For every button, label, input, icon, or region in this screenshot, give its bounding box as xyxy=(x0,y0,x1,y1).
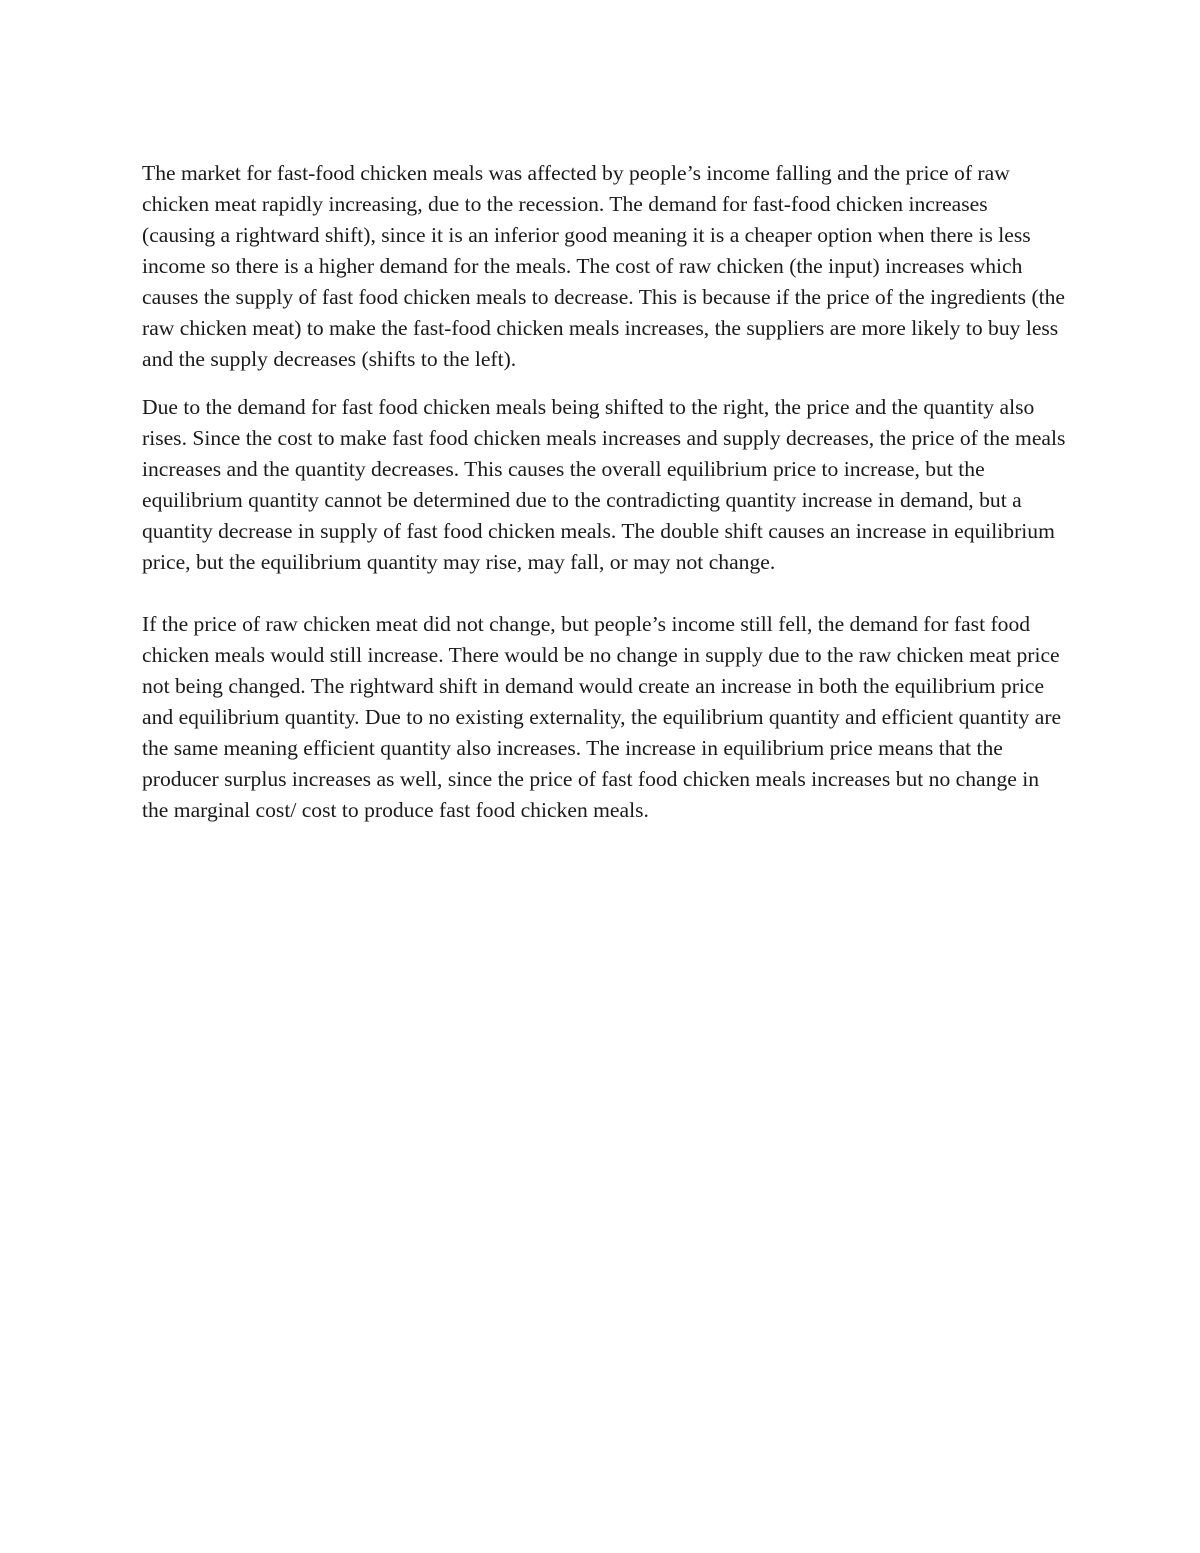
paragraph-3: If the price of raw chicken meat did not change, but people’s income still fell, the demand for fast food chicken meals would still increase. There would be no change in supply due to the raw chicken meat price not being changed. The rightward shift in demand would create an increase in both the equilibrium price and equilibrium quantity. Due to no existing externality, the equilibrium quantity and efficient quantity are the same meaning efficient quantity also increases. The increase in equilibrium price means that the producer surplus increases as well, since the price of fast food chicken meals increases but no change in the marginal cost/ cost to produce fast food chicken meals. xyxy=(142,612,1062,822)
paragraph-1: The market for fast-food chicken meals was affected by people’s income falling and the price of raw chicken meat rapidly increasing, due to the recession. The demand for fast-food chicken increases (causing a rightward shift), since it is an inferior good meaning it is a cheaper option when there is less income so there is a higher demand for the meals. The cost of raw chicken (the input) increases which causes the supply of fast food chicken meals to decrease. This is because if the price of the ingredients (the raw chicken meat) to make the fast-food chicken meals increases, the suppliers are more likely to buy less and the supply decreases (shifts to the left). xyxy=(142,161,1066,371)
paragraph-2: Due to the demand for fast food chicken meals being shifted to the right, the price and the quantity also rises. Since the cost to make fast food chicken meals increases and supply decreases, the price of the meals increases and the quantity decreases. This causes the overall equilibrium price to increase, but the equilibrium quantity cannot be determined due to the contradicting quantity increase in demand, but a quantity decrease in supply of fast food chicken meals. The double shift causes an increase in equilibrium price, but the equilibrium quantity may rise, may fall, or may not change. xyxy=(142,395,1066,574)
document-body xyxy=(142,158,1066,826)
